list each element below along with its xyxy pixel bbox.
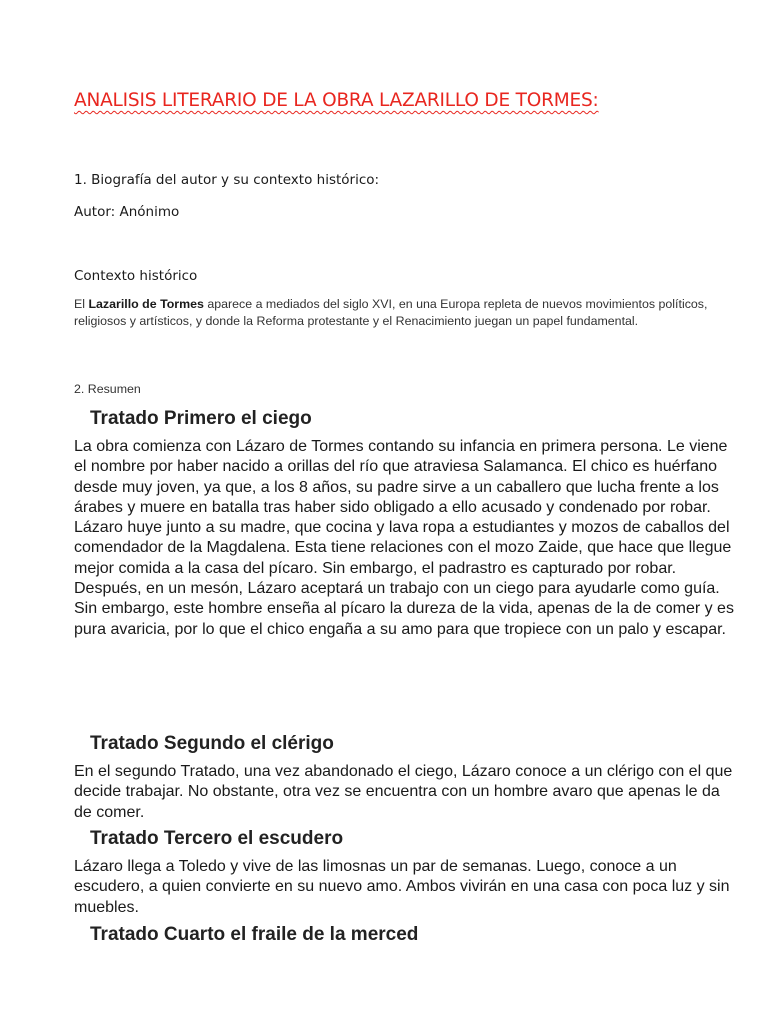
section-paragraph: La obra comienza con Lázaro de Tormes contando su infancia en primera persona. Le viene el nombre por haber nacido a orillas del río que atraviesa Salamanca. El chico es huérfano desde muy joven, ya que, a los 8 años, su padre sirve a un caballero que lucha frente a los árabes y muere en batalla tras haber sido obligado a ello acusado y condenado por robar. xyxy=(74,438,728,516)
section-text-tercero xyxy=(74,857,734,918)
context-work-title: Lazarillo de Tormes xyxy=(88,297,204,311)
section-paragraph: Lázaro llega a Toledo y vive de las limosnas un par de semanas. Luego, conoce a un escudero, a quien convierte en su nuevo amo. Ambos vivirán en una casa con poca luz y sin muebles. xyxy=(74,858,730,916)
section-paragraph: Después, en un mesón, Lázaro aceptará un trabajo con un ciego para ayudarle como guía. Sin embargo, este hombre enseña al pícaro la dureza de la vida, apenas de la de comer y es pura avaricia, por lo que el chico engaña a su amo para que tropiece con un palo y escapar. xyxy=(74,580,734,638)
section-text-primero xyxy=(74,437,734,640)
context-paragraph xyxy=(74,296,734,330)
summary-label: 2. Resumen xyxy=(74,382,141,396)
section-title-cuarto: Tratado Cuarto el fraile de la merced xyxy=(90,924,419,945)
section-text-segundo xyxy=(74,762,734,823)
context-suffix: aparece a mediados del siglo XVI, en una Europa repleta de nuevos movimientos políticos, religiosos y artísticos, y donde la Reforma protestante y el Renacimiento juegan un papel fundamental. xyxy=(74,297,708,328)
author-line: Autor: Anónimo xyxy=(74,204,180,220)
biography-heading: 1. Biografía del autor y su contexto histórico: xyxy=(74,172,380,188)
section-title-tercero: Tratado Tercero el escudero xyxy=(90,828,344,849)
section-title-segundo: Tratado Segundo el clérigo xyxy=(90,733,334,754)
section-paragraph: Lázaro huye junto a su madre, que cocina y lava ropa a estudiantes y mozos de caballos del comendador de la Magdalena. Esta tiene relaciones con el mozo Zaide, que hace que llegue mejor comida a la casa del pícaro. Sin embargo, el padrastro es capturado por robar. xyxy=(74,519,732,577)
context-prefix: El xyxy=(74,297,89,311)
section-paragraph: En el segundo Tratado, una vez abandonado el ciego, Lázaro conoce a un clérigo con el que decide trabajar. No obstante, otra vez se encuentra con un hombre avaro que apenas le da de comer. xyxy=(74,763,733,821)
context-heading: Contexto histórico xyxy=(74,268,198,284)
document-title: ANALISIS LITERARIO DE LA OBRA LAZARILLO DE TORMES: xyxy=(74,90,599,111)
section-title-primero: Tratado Primero el ciego xyxy=(90,408,312,429)
